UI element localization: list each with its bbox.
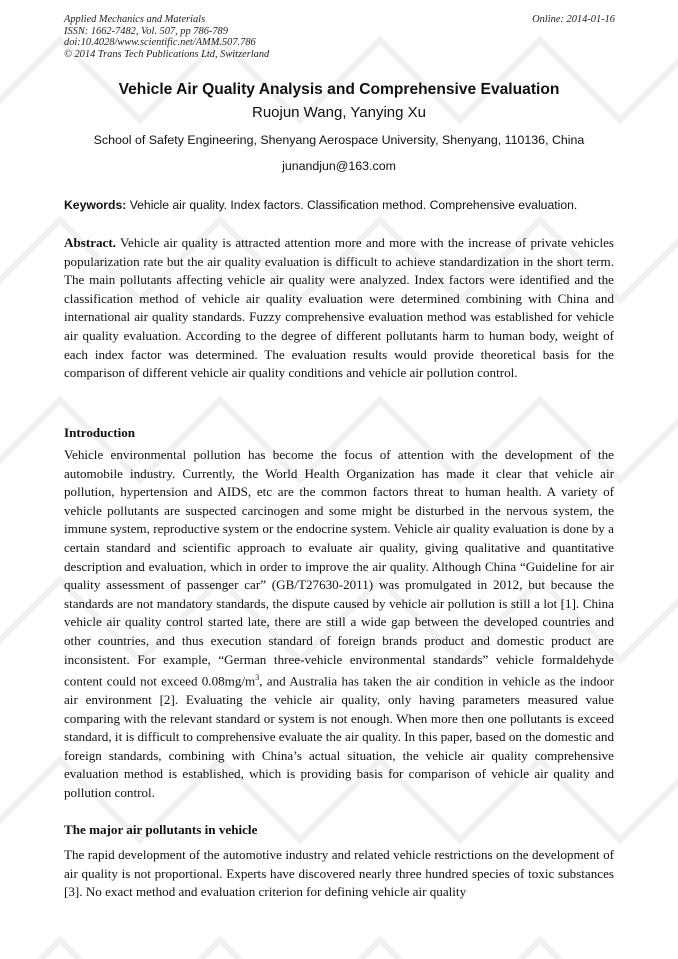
author-email[interactable]: junandjun@163.com	[282, 159, 396, 173]
abstract-text: Vehicle air quality is attracted attention more and more with the increase of private vehicles popularization rate but the air quality evaluation is difficult to achieve standardization in the short term. The main pollutants affecting vehicle air quality were analyzed. Index factors were identified and the classification method of vehicle air quality evaluation were determined combining with China and international air quality standards. Fuzzy comprehensive evaluation method was established for vehicle air quality evaluation. According to the degree of different pollutants harm to human body, weight of each index factor was determined. The evaluation results would provide theoretical basis for the comparison of different vehicle air quality conditions and vehicle air pollution control.	[64, 235, 614, 381]
journal-header	[64, 14, 269, 60]
keywords-label: Keywords:	[64, 198, 127, 212]
issn-line: ISSN: 1662-7482, Vol. 507, pp 786-789	[64, 25, 228, 37]
journal-name: Applied Mechanics and Materials	[64, 14, 206, 25]
paper-title: Vehicle Air Quality Analysis and Comprehensive Evaluation	[118, 81, 560, 98]
introduction-text-2: , and Australia has taken the air condition in vehicle as the indoor air environment [2]. Evaluating the vehicle air quality, only having parameters measured value comparing with the relevant standard or system is not enough. When more then one pollutants is exceed standard, it is difficult to comprehensive evaluate the air quality. In this paper, based on the domestic and foreign standards, combining with China’s actual situation, the vehicle air quality comprehensive evaluation method is established, which is providing basis for comparison of vehicle air quality and pollution control.	[64, 673, 615, 801]
pollutants-heading: The major air pollutants in vehicle	[64, 822, 258, 837]
keywords-text: Vehicle air quality. Index factors. Classification method. Comprehensive evaluation.	[129, 198, 578, 212]
abstract-paragraph	[64, 234, 614, 383]
introduction-paragraph	[64, 446, 614, 803]
keywords	[64, 198, 624, 212]
introduction-text-1: Vehicle environmental pollution has become the focus of attention with the development of the automobile industry. Currently, the World Health Organization has made it clear that vehicle air pollution, hypertension and AIDS, etc are the common factors threat to human health. A variety of vehicle pollutants are suspected carcinogen and some might be disturbed in the nervous system, the immune system, reproductive system or the endocrine system. Vehicle air quality evaluation is done by a certain standard and scientific approach to evaluate air quality, giving qualitative and quantitative description and evaluation, which in order to improve the air quality. Although China “Guideline for air quality assessment of passenger car” (GB/T27630-2011) was promulgated in 2012, but because the standards are not mandatory standards, the dispute caused by vehicle air pollution is still a lot [1]. China vehicle air quality control started late, there are still a wide gap between the developed countries and other countries, and thus execution standard of foreign brands product and domestic product are inconsistent. For example, “German three-vehicle environmental standards” vehicle formaldehyde content could not exceed 0.08mg/m	[64, 447, 614, 689]
copyright-line: © 2014 Trans Tech Publications Ltd, Switzerland	[64, 48, 270, 60]
affiliation: School of Safety Engineering, Shenyang Aerospace University, Shenyang, 110136, China	[93, 133, 585, 147]
introduction-heading: Introduction	[64, 425, 136, 440]
pollutants-paragraph: The rapid development of the automotive industry and related vehicle restrictions on the development of air quality is not proportional. Experts have discovered nearly three hundred species of toxic substances [3]. No exact method and evaluation criterion for defining vehicle air quality	[64, 847, 614, 900]
doi-line: doi:10.4028/www.scientific.net/AMM.507.786	[64, 37, 256, 49]
authors: Ruojun Wang, Yanying Xu	[251, 104, 426, 121]
abstract-label: Abstract.	[64, 235, 116, 250]
online-date: Online: 2014-01-16	[532, 14, 615, 25]
superscript-3: 3	[255, 673, 260, 683]
